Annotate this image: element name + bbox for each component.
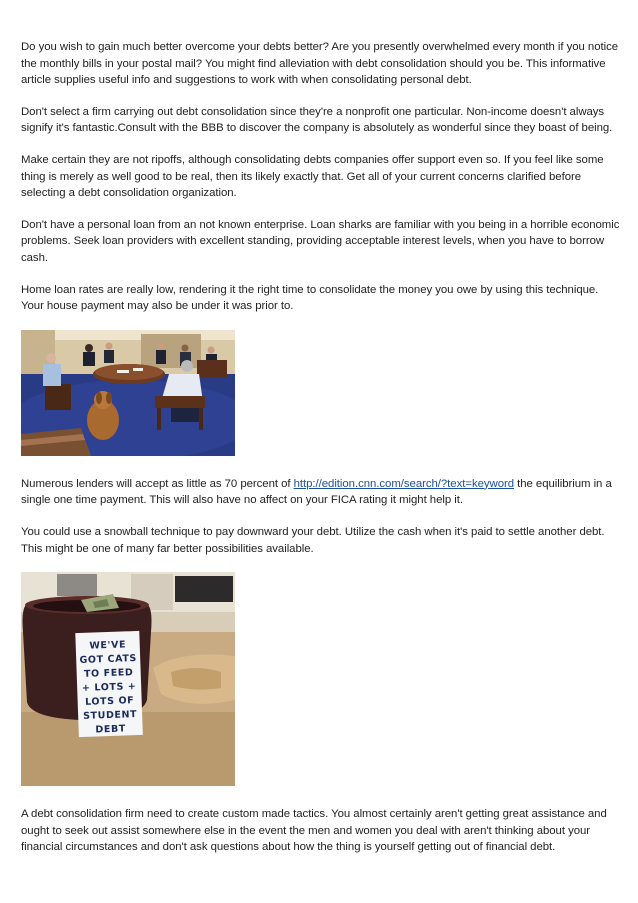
jar-note-line-3: TO FEED — [83, 667, 134, 680]
jar-note-line-7: DEBT — [95, 723, 127, 736]
paragraph-intro: Do you wish to gain much better overcome your debts better? Are you presently overwhelmed every month if you notice the monthly bills in your postal mail? You might find alleviation with debt consolidation should you be. This informative article supplies useful info and suggestions to work with when consolidating personal debt. — [21, 41, 618, 87]
article — [21, 39, 621, 871]
jar-note-line-5: LOTS OF — [84, 695, 135, 708]
paragraph-home-loan: Home loan rates are really low, rendering it the right time to consolidate the money you owe by using this technique. Your house payment may also be under it was prior to. — [21, 283, 599, 313]
tip-jar-photo — [21, 572, 235, 786]
paragraph-personal-loan: Don't have a personal loan from an not known enterprise. Loan sharks are familiar with you being in a horrible economic problems. Seek loan providers with excellent standing, providing acceptable interest levels, when you have to borrow cash. — [21, 218, 620, 264]
paragraph-nonprofit: Don't select a firm carrying out debt consolidation since they're a nonprofit one particular. Non-income doesn't always signify it's fantastic.Consult with the BBB to discover the company is absolutely as wonderful since they boast of being. — [21, 105, 613, 135]
search-link[interactable]: http://edition.cnn.com/search/?text=keyword — [293, 477, 515, 490]
jar-note-line-4: + LOTS + — [81, 681, 137, 695]
paragraph-lenders-after: the equilibrium in a single one time payment. This will also have no affect on your FICA rating it might help it. — [21, 477, 612, 507]
paragraph-snowball: You could use a snowball technique to pay downward your debt. Utilize the cash when it's paid to settle another debt. This might be one of many far better possibilities available. — [21, 525, 605, 555]
jar-note-line-2: GOT CATS — [79, 653, 138, 667]
paragraph-custom-tactics: A debt consolidation firm need to create custom made tactics. You almost certainly aren't getting great assistance and ought to seek out assist somewhere else in the event the men and women you deal with aren't thinking about your financial circumstances and don't ask questions about how the thing is yourself getting out of financial debt. — [21, 808, 607, 854]
paragraph-lenders — [21, 476, 621, 509]
paragraph-ripoffs: Make certain they are not ripoffs, although consolidating debts companies offer support even so. If you feel like some thing is merely as well good to be real, then its likely exactly that. Get all of your current concerns clarified before selecting a debt consolidation organization. — [21, 153, 604, 200]
meeting-room-photo — [21, 330, 235, 456]
paragraph-lenders-before: Numerous lenders will accept as little as 70 percent of — [21, 477, 294, 490]
jar-note-line-1: WE'VE — [89, 639, 127, 652]
jar-note-line-6: STUDENT — [82, 709, 138, 723]
